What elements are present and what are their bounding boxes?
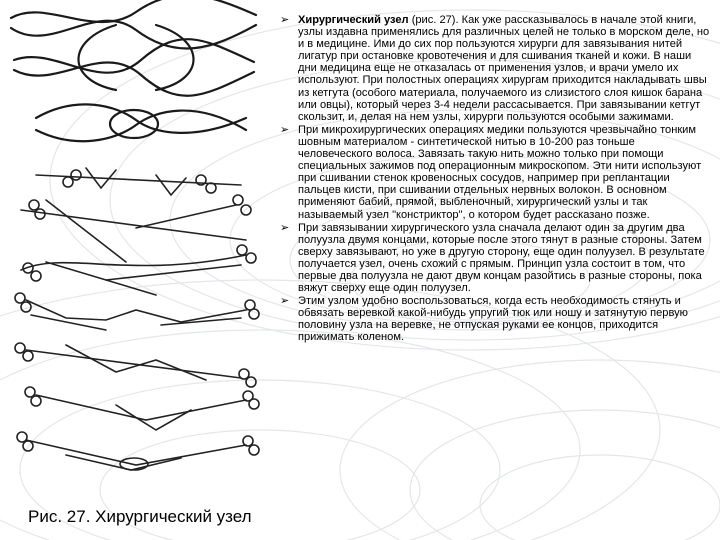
bullet-arrow-icon: ➢ [280, 295, 290, 308]
figure-caption: Рис. 27. Хирургический узел [28, 507, 252, 526]
bullet-arrow-icon: ➢ [280, 14, 290, 26]
bullet-item [280, 14, 712, 123]
bullet-text: (рис. 27). Как уже рассказывалось в начале этой книги, узлы издавна применялись для различных целей не только в морском деле, но и в медицине. Ими до сих пор пользуются хирурги для завязывания нитей лигатур при остановке кровотечения и для сшивания тканей и кожи. В наши дни медицина еще не отказалась от применения узлов, и врачи умело их используют. При полостных операциях хирургам приходится накладывать швы из кетгута (особого материала, получаемого из слизистого слоя кишок барана или овцы), который через 3-4 недели рассасывается. При завязывании кетгут скользит, и, делая на нем узлы, хирурги пользуются особыми зажимами. [298, 14, 710, 123]
bullet-list [280, 14, 712, 344]
surgical-knot-illustration [6, 0, 261, 500]
bullet-item [280, 295, 712, 343]
bullet-item [280, 124, 712, 221]
bullet-text: При завязывании хирургического узла сначала делают один за другим два полуузла двумя концами, которые после этого тянут в разные стороны. Затем сверху завязывают, но уже в другую сторону, еще один полуузел. В результате получается узел, очень схожий с прямым. Принцип узла состоит в том, что первые два полуузла не дают двум концам разойтись в разные стороны, пока вяжут сверху еще один полуузел. [298, 221, 705, 295]
bullet-title: Хирургический узел [298, 14, 409, 26]
bullet-arrow-icon: ➢ [280, 221, 290, 234]
bullet-item [280, 222, 712, 295]
bullet-text: Этим узлом удобно воспользоваться, когда есть необходимость стянуть и обвязать веревкой какой-нибудь упругий тюк или ношу и затянутую первую половину узла на веревке, не отпуская руками ее концов, приходится прижимать коленом. [298, 295, 688, 344]
bullet-text: При микрохирургических операциях медики пользуются чрезвычайно тонким шовным материалом - синтетической нитью в 10-200 раз тоньше человеческого волоса. Завязать такую нить можно только при помощи специальных зажимов под операционным микроскопом. Эти нити используют при сшивании стенок кровеносных сосудов, например при реплантации пальцев кисти, при сшивании отдельных нервных волокон. В основном применяют бабий, прямой, выбленочный, хирургический узлы и так называемый узел "констриктор", о котором будет рассказано позже. [298, 123, 702, 221]
bullet-arrow-icon: ➢ [280, 123, 290, 136]
